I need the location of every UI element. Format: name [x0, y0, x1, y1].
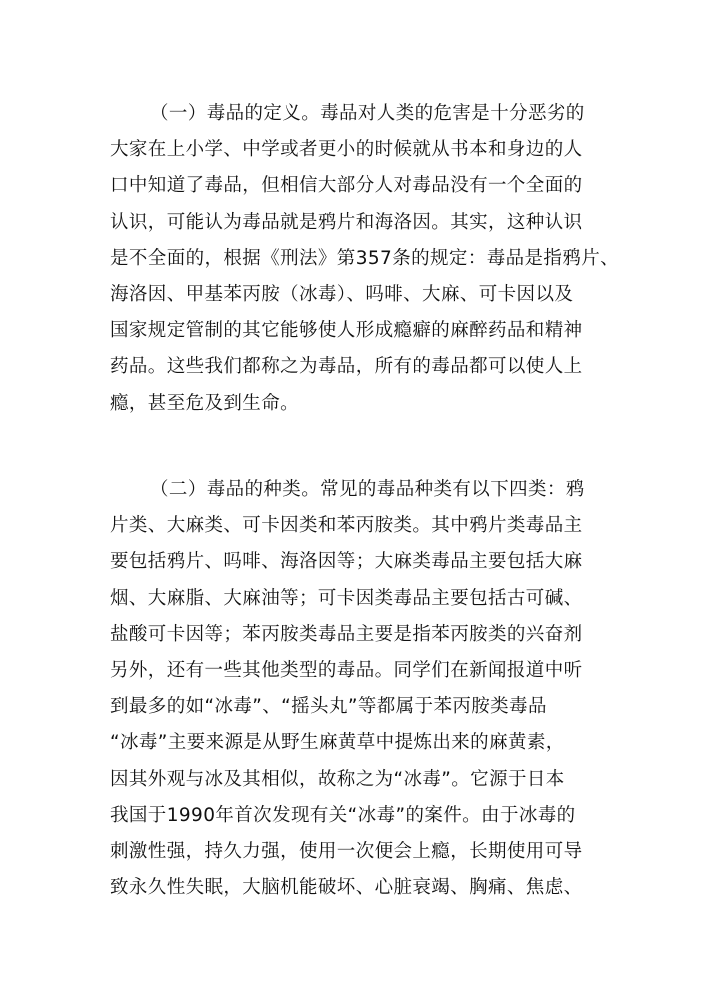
text-line: 我国于1990年首次发现有关“冰毒”的案件。由于冰毒的: [110, 804, 576, 826]
text-line: 盐酸可卡因等；苯丙胺类毒品主要是指苯丙胺类的兴奋剂: [110, 623, 583, 645]
text-line: 到最多的如“冰毒”、“摇头丸”等都属于苯丙胺类毒品: [110, 696, 547, 718]
text-line: 另外，还有一些其他类型的毒品。同学们在新闻报道中听: [110, 659, 583, 681]
text-line: 口中知道了毒品，但相信大部分人对毒品没有一个全面的: [110, 175, 583, 197]
text-line: 片类、大麻类、可卡因类和苯丙胺类。其中鸦片类毒品主: [110, 515, 583, 537]
text-line: 药品。这些我们都称之为毒品，所有的毒品都可以使人上: [110, 356, 583, 378]
text-line: “冰毒”主要来源是从野生麻黄草中提炼出来的麻黄素，: [110, 732, 565, 754]
text-line: 烟、大麻脂、大麻油等；可卡因类毒品主要包括古可碱、: [110, 587, 583, 609]
text-line: 刺激性强，持久力强，使用一次便会上瘾，长期使用可导: [110, 840, 583, 862]
paragraph-drug-types: [110, 472, 610, 906]
text-line: 大家在上小学、中学或者更小的时候就从书本和身边的人: [110, 139, 583, 161]
text-line: 瘾，甚至危及到生命。: [110, 392, 300, 414]
text-line: （二）毒品的种类。常见的毒品种类有以下四类：鸦: [150, 479, 585, 500]
paragraph-drug-definition: [110, 96, 620, 422]
text-line: 因其外观与冰及其相似，故称之为“冰毒”。它源于日本: [110, 768, 565, 790]
text-line: 要包括鸦片、吗啡、海洛因等；大麻类毒品主要包括大麻: [110, 551, 583, 573]
text-line: 是不全面的，根据《刑法》第357条的规定：毒品是指鸦片、: [110, 247, 620, 269]
text-line: （一）毒品的定义。毒品对人类的危害是十分恶劣的: [150, 103, 585, 124]
text-line: 致永久性失眠，大脑机能破坏、心脏衰竭、胸痛、焦虑、: [110, 877, 583, 899]
text-line: 认识，可能认为毒品就是鸦片和海洛因。其实，这种认识: [110, 211, 583, 233]
text-line: 国家规定管制的其它能够使人形成瘾癖的麻醉药品和精神: [110, 320, 583, 342]
text-line: 海洛因、甲基苯丙胺（冰毒）、吗啡、大麻、可卡因以及: [110, 283, 574, 305]
